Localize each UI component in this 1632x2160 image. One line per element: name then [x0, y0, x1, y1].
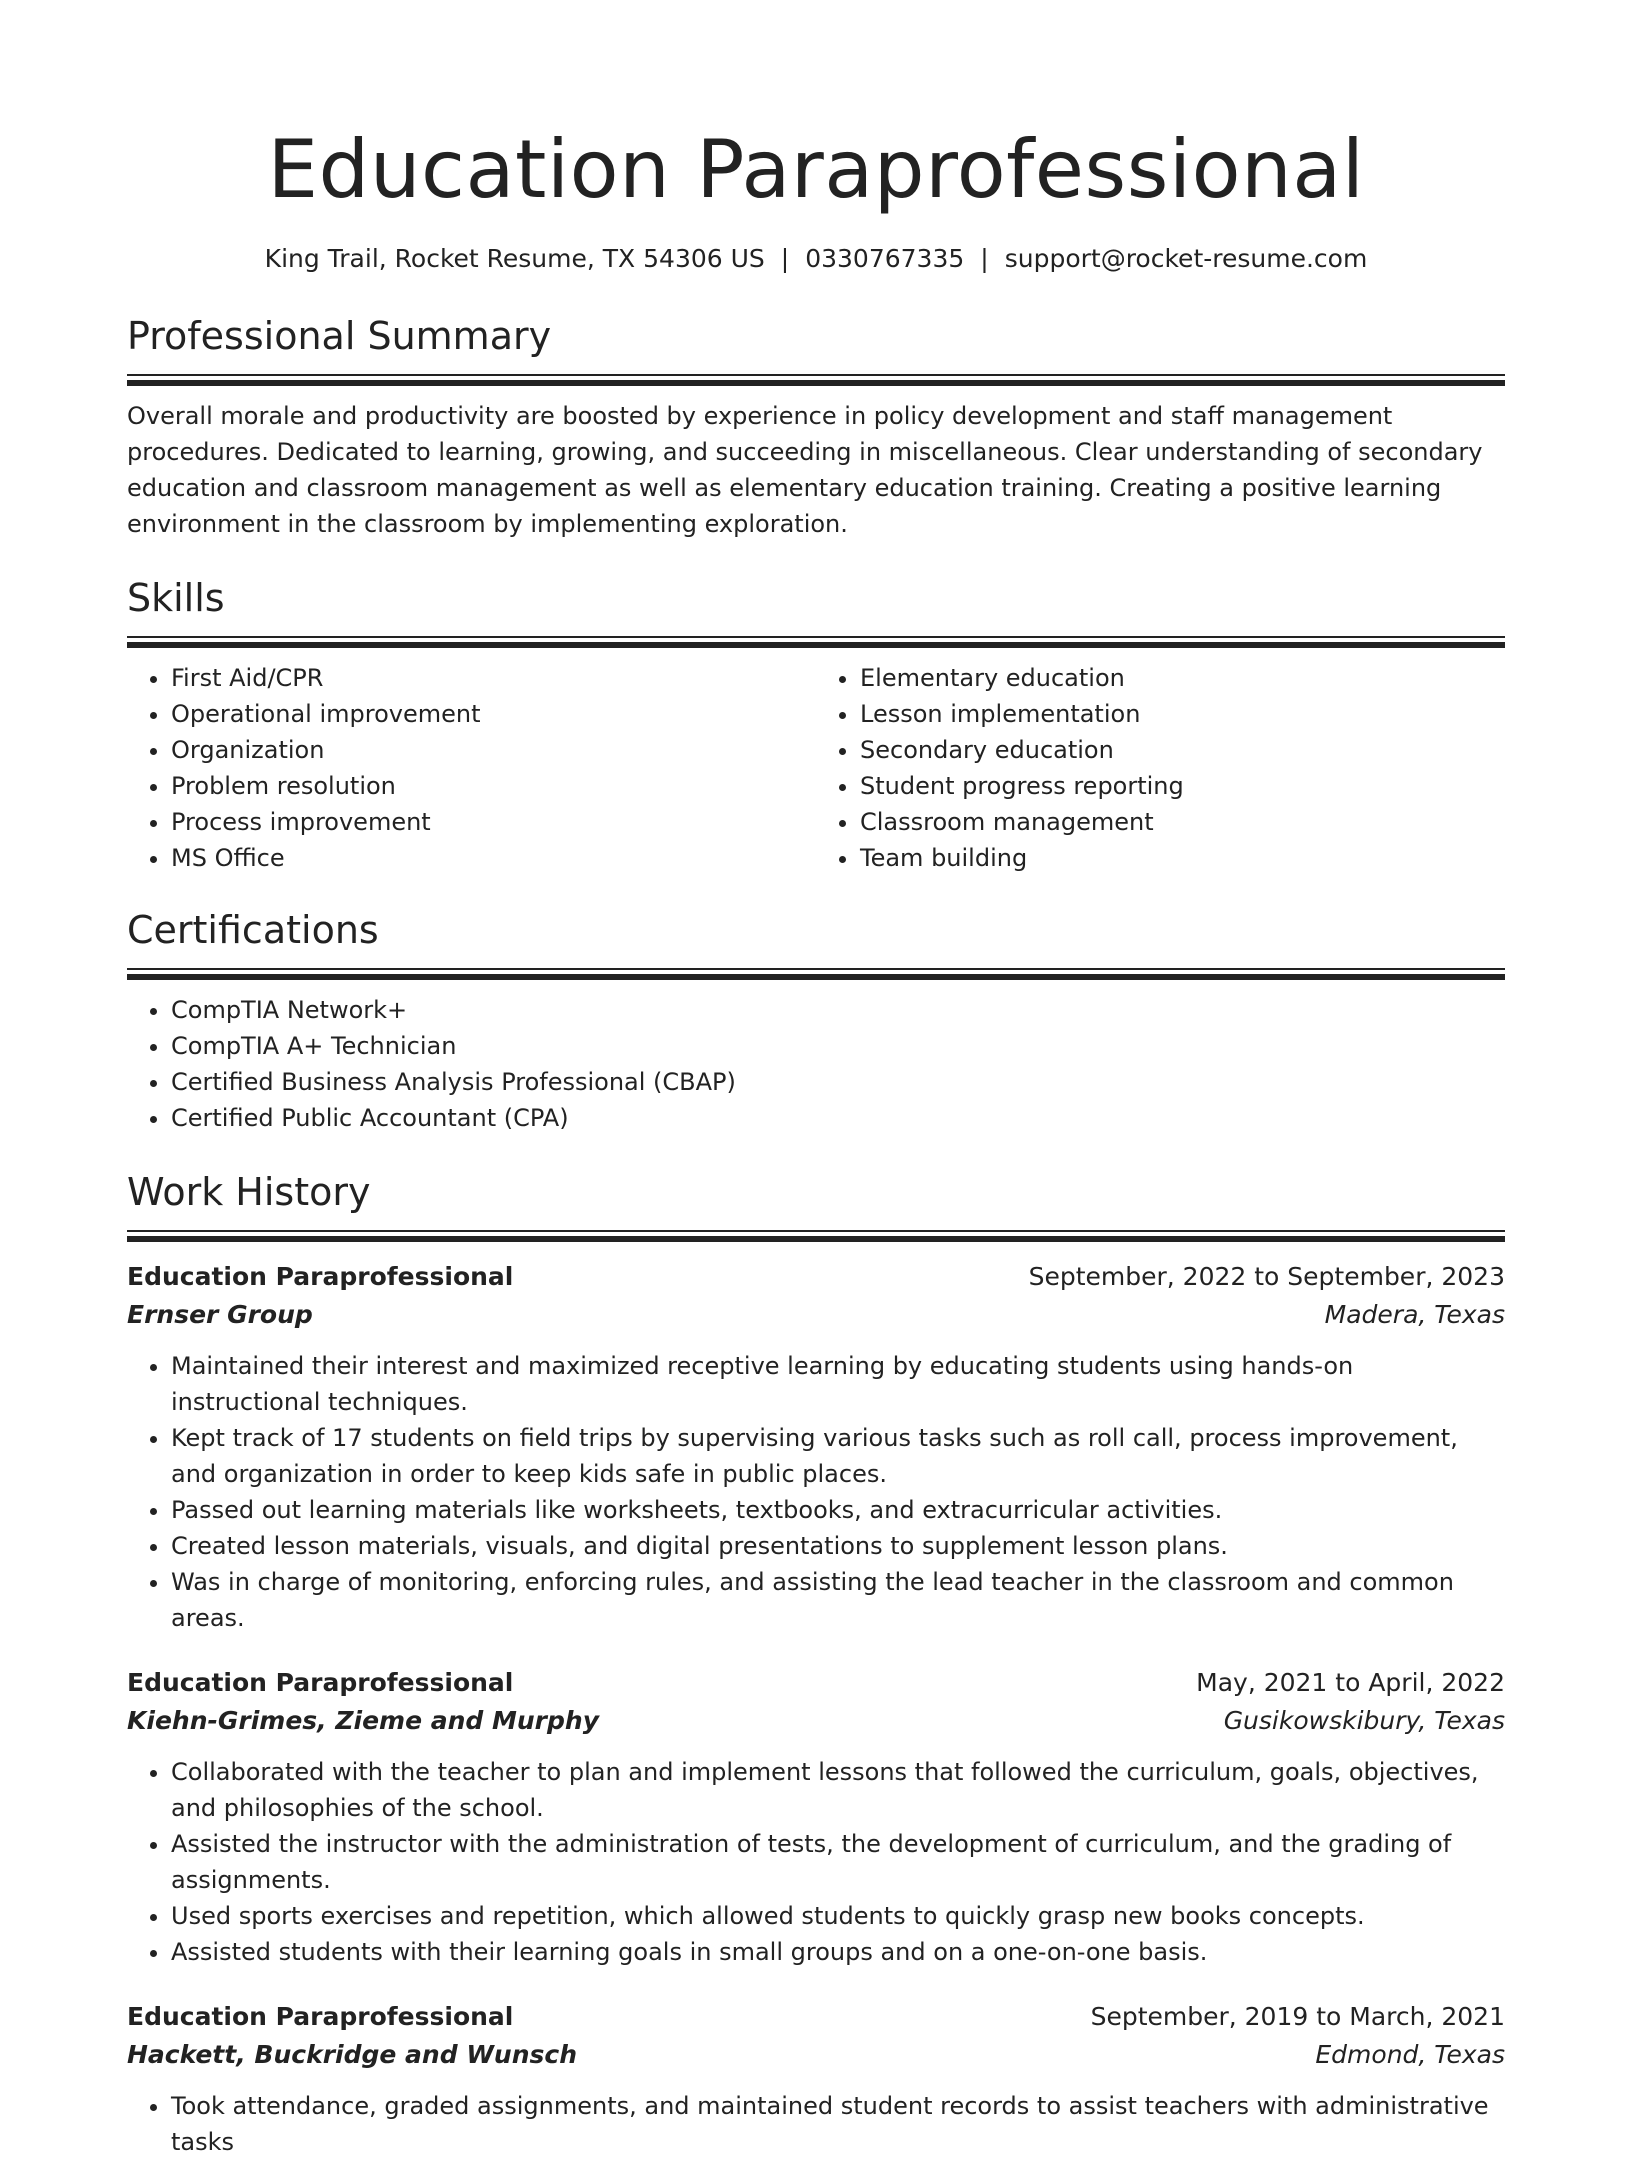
job-header	[127, 1258, 1505, 1296]
skill-item: • First Aid/CPR	[171, 660, 816, 696]
job-bullet: • Assisted the instructor with the administration of tests, the development of curriculum, and the grading of assignments.	[171, 1826, 1505, 1898]
job-header	[127, 1998, 1505, 2036]
contact-separator: |	[780, 244, 790, 273]
certification-item: • Certified Public Accountant (CPA)	[171, 1100, 1505, 1136]
job-title: Education Paraprofessional	[127, 2002, 514, 2031]
job-bullets	[127, 1754, 1505, 1970]
section-divider	[127, 1230, 1505, 1242]
job-subheader	[127, 2036, 1505, 2074]
skill-item: • Elementary education	[860, 660, 1505, 696]
certification-item: • Certified Business Analysis Professional (CBAP)	[171, 1064, 1505, 1100]
contact-phone: 0330767335	[805, 244, 965, 273]
job-bullet: • Maintained their interest and maximized receptive learning by educating students using hands-on instructional techniques.	[171, 1348, 1505, 1420]
section-title-work-history: Work History	[127, 1170, 371, 1214]
certification-item: • CompTIA Network+	[171, 992, 1505, 1028]
section-title-skills: Skills	[127, 576, 225, 620]
job-entry	[127, 1258, 1505, 1636]
section-divider	[127, 374, 1505, 386]
certifications-section	[127, 906, 1505, 1136]
work-history-section	[127, 1168, 1505, 2160]
job-dates: May, 2021 to April, 2022	[1196, 1668, 1505, 1697]
job-bullet: • Kept track of 17 students on field trips by supervising various tasks such as roll call, process improvement, and organization in order to keep kids safe in public places.	[171, 1420, 1505, 1492]
summary-text: Overall morale and productivity are boosted by experience in policy development and staff management procedures. Dedicated to learning, growing, and succeeding in miscellaneous. Clear understanding of secondary education and classroom management as well as elementary education training. Creating a positive learning environment in the classroom by implementing exploration.	[127, 402, 1483, 538]
contact-separator: |	[980, 244, 989, 273]
job-bullet: • Used sports exercises and repetition, which allowed students to quickly grasp new books concepts.	[171, 1898, 1505, 1934]
skill-item: • Lesson implementation	[860, 696, 1505, 732]
job-bullet: • Collaborated with the teacher to plan and implement lessons that followed the curriculum, goals, objectives, and philosophies of the school.	[171, 1754, 1505, 1826]
job-location: Gusikowskibury, Texas	[1223, 1706, 1505, 1735]
job-company: Ernser Group	[127, 1300, 313, 1329]
section-title-summary: Professional Summary	[127, 314, 552, 358]
resume-name: Education Paraprofessional	[267, 123, 1365, 216]
skills-section	[127, 574, 1505, 876]
job-location: Edmond, Texas	[1315, 2040, 1505, 2069]
skill-item: • Secondary education	[860, 732, 1505, 768]
job-bullet: • Took attendance, graded assignments, and maintained student records to assist teachers with administrative tasks	[171, 2088, 1505, 2160]
contact-address: King Trail, Rocket Resume, TX 54306 US	[264, 244, 765, 273]
job-location: Madera, Texas	[1324, 1300, 1505, 1329]
skill-item: • Classroom management	[860, 804, 1505, 840]
skills-list-left	[127, 660, 816, 876]
skill-item: • Student progress reporting	[860, 768, 1505, 804]
job-title: Education Paraprofessional	[127, 1262, 514, 1291]
skill-item: • Problem resolution	[171, 768, 816, 804]
skill-item: • Operational improvement	[171, 696, 816, 732]
job-bullet: • Passed out learning materials like worksheets, textbooks, and extracurricular activities.	[171, 1492, 1505, 1528]
job-entry	[127, 1998, 1505, 2160]
job-entry	[127, 1664, 1505, 1970]
job-company: Hackett, Buckridge and Wunsch	[127, 2040, 577, 2069]
skills-list-right	[816, 660, 1505, 876]
contact-email[interactable]: support@rocket-resume.com	[1004, 244, 1368, 273]
job-bullets	[127, 1348, 1505, 1636]
job-bullet: • Was in charge of monitoring, enforcing rules, and assisting the lead teacher in the classroom and common areas.	[171, 1564, 1505, 1636]
section-divider	[127, 636, 1505, 648]
certifications-list	[127, 992, 1505, 1136]
skill-item: • Process improvement	[171, 804, 816, 840]
contact-line	[127, 242, 1505, 276]
skill-item: • MS Office	[171, 840, 816, 876]
skills-columns	[127, 660, 1505, 876]
certification-item: • CompTIA A+ Technician	[171, 1028, 1505, 1064]
skill-item: • Organization	[171, 732, 816, 768]
skill-item: • Team building	[860, 840, 1505, 876]
job-subheader	[127, 1296, 1505, 1334]
job-bullet: • Created lesson materials, visuals, and digital presentations to supplement lesson plans.	[171, 1528, 1505, 1564]
job-company: Kiehn-Grimes, Zieme and Murphy	[127, 1706, 599, 1735]
summary-section	[127, 312, 1505, 542]
job-title: Education Paraprofessional	[127, 1668, 514, 1697]
section-title-certifications: Certifications	[127, 908, 379, 952]
job-dates: September, 2019 to March, 2021	[1090, 2002, 1505, 2031]
job-subheader	[127, 1702, 1505, 1740]
job-dates: September, 2022 to September, 2023	[1028, 1262, 1505, 1291]
section-divider	[127, 968, 1505, 980]
job-header	[127, 1664, 1505, 1702]
job-bullets	[127, 2088, 1505, 2160]
job-bullet: • Assisted students with their learning goals in small groups and on a one-on-one basis.	[171, 1934, 1505, 1970]
